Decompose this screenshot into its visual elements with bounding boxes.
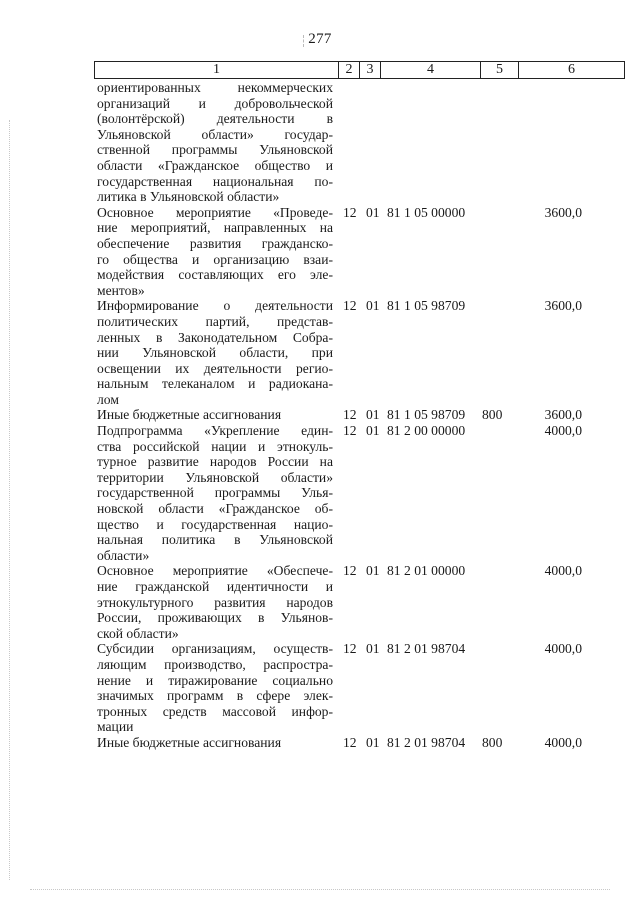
description-line: ской области» — [97, 625, 179, 641]
description-line: (волонтёрской) деятельности в — [97, 111, 333, 127]
header-col-3: 3 — [360, 62, 381, 78]
description-line: турное развитие народов России на — [97, 454, 333, 470]
cell-amount: 4000,0 — [544, 641, 582, 657]
cell-target-code: 81 2 01 98704 — [387, 734, 466, 750]
description-line: освещении их деятельности регио- — [97, 360, 333, 376]
cell-subsection: 01 — [366, 204, 380, 220]
description-line: этнокультурного развития народов — [97, 594, 333, 610]
cell-expense-type: 800 — [482, 407, 503, 423]
cell-amount: 3600,0 — [544, 298, 582, 314]
description-line: щество и государственная нацио- — [97, 516, 333, 532]
cell-amount: 3600,0 — [544, 407, 582, 423]
description-line: Иные бюджетные ассигнования — [97, 407, 282, 423]
description-line: Субсидии организациям, осуществ- — [97, 641, 333, 657]
cell-section: 12 — [343, 298, 357, 314]
row-description — [97, 423, 333, 563]
scan-edge-bottom — [30, 889, 610, 890]
table-row — [0, 298, 640, 407]
cell-section: 12 — [343, 734, 357, 750]
description-line: области «Гражданское общество и — [97, 157, 333, 173]
description-line: тронных средств массовой инфор- — [97, 703, 333, 719]
description-line: организаций и добровольческой — [97, 95, 333, 111]
cell-subsection: 01 — [366, 407, 380, 423]
cell-target-code: 81 1 05 00000 — [387, 204, 466, 220]
cell-expense-type: 800 — [482, 734, 503, 750]
description-line: нальная политика в Ульяновской — [97, 532, 333, 548]
description-line: ляющим производство, распростра- — [97, 656, 333, 672]
header-col-4: 4 — [381, 62, 481, 78]
description-line: ментов» — [97, 282, 145, 298]
description-line: политических партий, представ- — [97, 313, 333, 329]
table-body — [0, 80, 640, 751]
description-line: области» — [97, 547, 150, 563]
description-line: лом — [97, 391, 119, 407]
cell-subsection: 01 — [366, 641, 380, 657]
table-header — [94, 61, 625, 79]
description-line: России, проживающих в Ульянов- — [97, 610, 333, 626]
cell-section: 12 — [343, 423, 357, 439]
description-line: литика в Ульяновской области» — [97, 189, 280, 205]
description-line: го общества и организацию взаи- — [97, 251, 333, 267]
cell-target-code: 81 2 01 98704 — [387, 641, 466, 657]
row-description — [97, 407, 333, 423]
table-row — [0, 735, 640, 751]
description-line: Иные бюджетные ассигнования — [97, 734, 282, 750]
table-row — [0, 423, 640, 563]
description-line: Информирование о деятельности — [97, 298, 333, 314]
cell-subsection: 01 — [366, 298, 380, 314]
cell-amount: 4000,0 — [544, 563, 582, 579]
cell-amount: 4000,0 — [544, 423, 582, 439]
row-description — [97, 80, 333, 205]
cell-target-code: 81 2 00 00000 — [387, 423, 466, 439]
header-col-6: 6 — [568, 62, 575, 77]
cell-amount: 3600,0 — [544, 204, 582, 220]
row-description — [97, 298, 333, 407]
description-line: Основное мероприятие «Проведе- — [97, 204, 333, 220]
cell-section: 12 — [343, 641, 357, 657]
description-line: ориентированных некоммерческих — [97, 80, 333, 95]
description-line: территории Ульяновской области» — [97, 469, 333, 485]
scan-artifact — [303, 35, 305, 47]
row-description — [97, 735, 333, 751]
cell-section: 12 — [343, 563, 357, 579]
cell-subsection: 01 — [366, 563, 380, 579]
row-description — [97, 563, 333, 641]
table-row — [0, 205, 640, 299]
description-line: ства российской нации и этнокуль- — [97, 438, 333, 454]
cell-target-code: 81 1 05 98709 — [387, 407, 466, 423]
description-line: нии Ульяновской области, при — [97, 345, 333, 361]
table-row — [0, 80, 640, 205]
cell-subsection: 01 — [366, 423, 380, 439]
description-line: государственная национальная по- — [97, 173, 333, 189]
cell-subsection: 01 — [366, 734, 380, 750]
cell-section: 12 — [343, 204, 357, 220]
description-line: ленных в Законодательном Собра- — [97, 329, 333, 345]
header-col-1: 1 — [95, 62, 339, 78]
description-line: нальным телеканалом и радиокана- — [97, 376, 333, 392]
cell-target-code: 81 1 05 98709 — [387, 298, 466, 314]
table-row — [0, 563, 640, 641]
description-line: государственной программы Улья- — [97, 485, 333, 501]
description-line: обеспечение развития гражданско- — [97, 235, 333, 251]
cell-amount: 4000,0 — [544, 734, 582, 750]
description-line: мации — [97, 719, 134, 735]
description-line: Ульяновской области» государ- — [97, 126, 333, 142]
description-line: модействия составляющих его эле- — [97, 267, 333, 283]
description-line: Подпрограмма «Укрепление един- — [97, 423, 333, 439]
description-line: нение и тиражирование социально — [97, 672, 333, 688]
description-line: Основное мероприятие «Обеспече- — [97, 563, 333, 579]
row-description — [97, 641, 333, 735]
description-line: ственной программы Ульяновской — [97, 142, 333, 158]
cell-target-code: 81 2 01 00000 — [387, 563, 466, 579]
header-col-2: 2 — [339, 62, 360, 78]
table-row — [0, 641, 640, 735]
table-row — [0, 407, 640, 423]
header-col-5: 5 — [481, 62, 519, 78]
row-description — [97, 205, 333, 299]
description-line: значимых программ в сфере элек- — [97, 688, 333, 704]
description-line: ние гражданской идентичности и — [97, 579, 333, 594]
page-number: 277 — [308, 31, 332, 47]
description-line: ние мероприятий, направленных на — [97, 220, 333, 236]
description-line: новской области «Гражданское об- — [97, 501, 333, 517]
cell-section: 12 — [343, 407, 357, 423]
